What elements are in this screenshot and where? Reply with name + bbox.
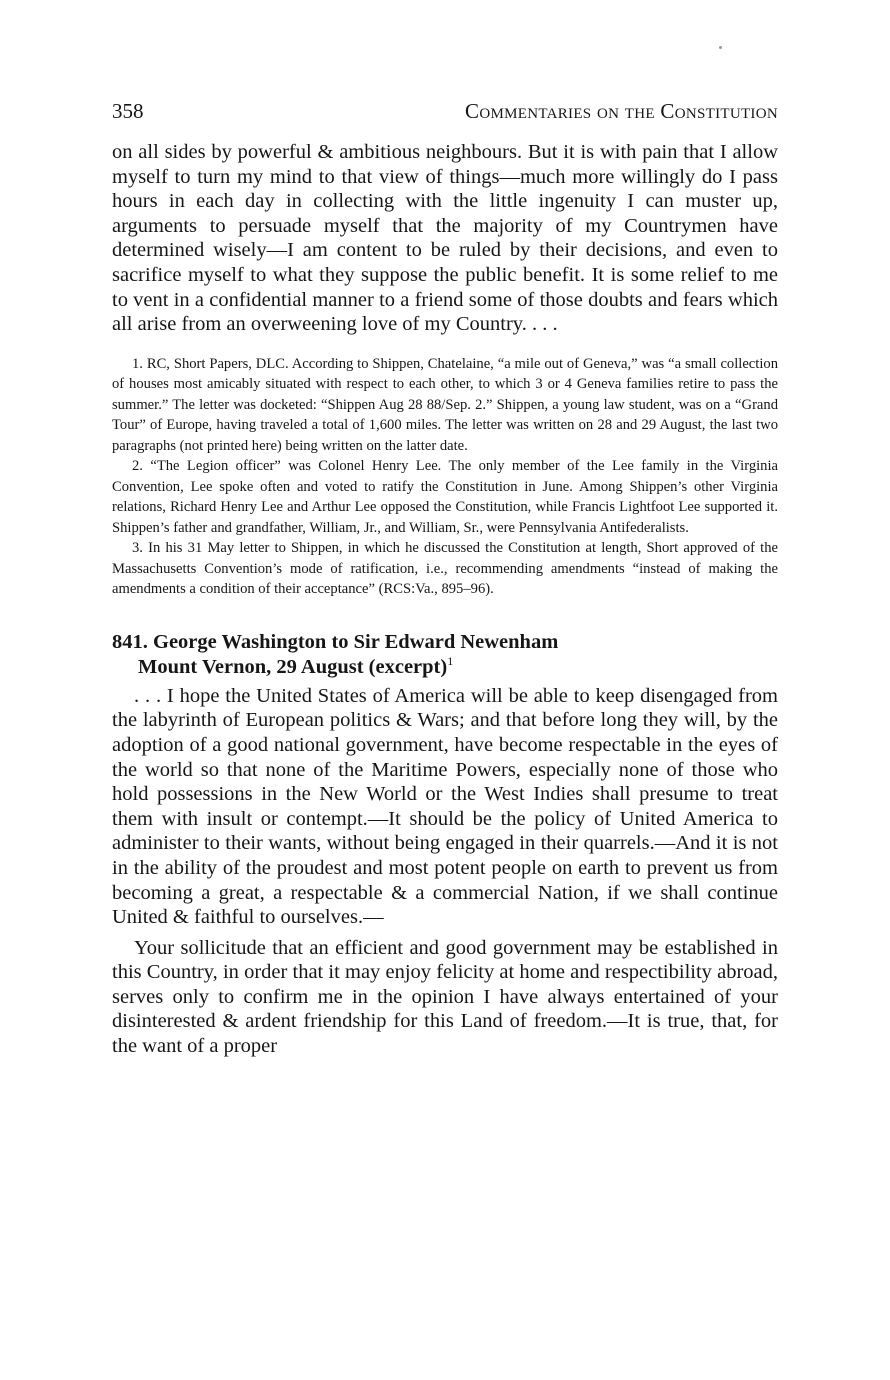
continued-letter-text [112, 140, 778, 337]
footnote-1: 1. RC, Short Papers, DLC. According to Shippen, Chatelaine, “a mile out of Geneva,” was “a small collection of houses most amicably situated with respect to each other, to which 3 or 4 Geneva families retire to pass the summer.” The letter was docketed: “Shippen Aug 28 88/Sep. 2.” Shippen, a young law student, was on a “Grand Tour” of Europe, having traveled a total of 1,600 miles. The letter was written on 28 and 29 August, the last two paragraphs (not printed here) being written on the latter date. [112, 355, 778, 454]
footnote-2: 2. “The Legion officer” was Colonel Henry Lee. The only member of the Lee family in the Virginia Convention, Lee spoke often and voted to ratify the Constitution in June. Among Shippen’s other Virginia relations, Richard Henry Lee and Arthur Lee opposed the Constitution, while Francis Lightfoot Lee supported it. Shippen’s father and grandfather, William, Jr., and William, Sr., were Pennsylvania Antifederalists. [112, 458, 778, 536]
document-heading-title: 841. George Washington to Sir Edward Newenham [112, 630, 559, 653]
running-title: Commentaries on the Constitution [465, 99, 778, 123]
continued-paragraph: on all sides by powerful & ambitious neighbours. But it is with pain that I allow myself to turn my mind to that view of things—much more willingly do I pass hours in each day in collecting with the little ingenuity I can muster up, arguments to persuade myself that the majority of my Countrymen have determined wisely—I am content to be ruled by their decisions, and even to sacrifice myself to what they suppose the public benefit. It is some relief to me to vent in a confidential manner to a friend some of those doubts and fears which all arise from an overweening love of my Country. . . . [112, 141, 778, 336]
heading-note-reference: 1 [447, 653, 454, 668]
washington-letter-text [112, 684, 778, 1059]
document-heading [112, 630, 778, 680]
scan-speck [719, 46, 722, 49]
letter-paragraph-2: Your sollicitude that an efficient and good government may be established in this Country, in order that it may enjoy felicity at home and respectibility abroad, serves only to confirm me in the opinion I have always entertained of your disinterested & ardent friendship for this Land of freedom.—It is true, that, for the want of a proper [112, 936, 778, 1058]
letter-paragraph-1: . . . I hope the United States of America will be able to keep disengaged from the labyrinth of European politics & Wars; and that before long they will, by the adoption of a good national government, have become respectable in the eyes of the world so that none of the Maritime Powers, especially none of those who hold possessions in the New World or the West Indies shall presume to treat them with insult or contempt.—It should be the policy of United America to administer to their wants, without being engaged in their quarrels.—And it is not in the ability of the proudest and most potent people on earth to prevent us from becoming a great, a respectable & a commercial Nation, if we shall continue United & faithful to ourselves.— [112, 684, 778, 929]
book-page [112, 96, 778, 1059]
page-number: 358 [112, 99, 144, 123]
document-heading-dateline: Mount Vernon, 29 August (excerpt) [138, 655, 448, 678]
footnote-3: 3. In his 31 May letter to Shippen, in which he discussed the Constitution at length, Short approved of the Massachusetts Convention’s mode of ratification, i.e., recommending amendments “instead of making the amendments a condition of their acceptance” (RCS:Va., 895–96). [112, 540, 778, 598]
document-heading-place-date [112, 655, 778, 680]
running-header [112, 96, 778, 126]
footnotes [112, 354, 778, 600]
